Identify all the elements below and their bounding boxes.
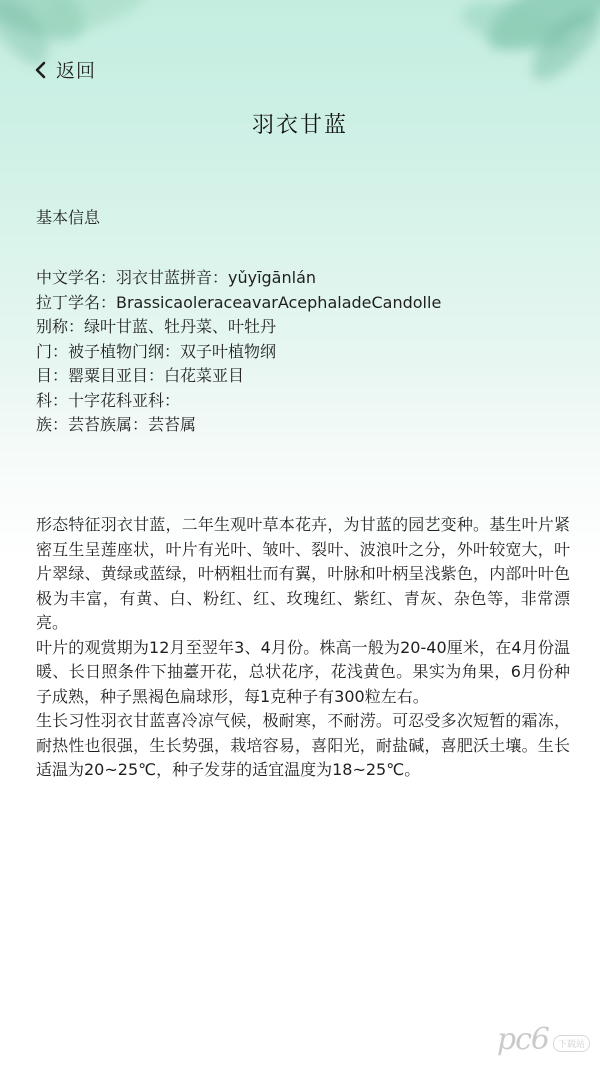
section-heading-basic-info: 基本信息	[36, 208, 101, 227]
info-line-latin-name: 拉丁学名：BrassicaoleraceavarAcephaladeCandolle	[36, 292, 442, 312]
watermark-logo	[497, 1022, 590, 1057]
info-line-phylum-class: 门：被子植物门纲：双子叶植物纲	[36, 341, 277, 361]
info-line-alias: 别称：绿叶甘蓝、牡丹菜、叶牡丹	[36, 317, 277, 336]
page-title: 羽衣甘蓝	[251, 113, 348, 138]
chevron-left-icon	[34, 61, 46, 79]
description-paragraph-habit: 生长习性羽衣甘蓝喜冷凉气候，极耐寒，不耐涝。可忍受多次短暂的霜冻，耐热性也很强，生长势强，栽培容易，喜阳光，耐盐碱，喜肥沃土壤。生长适温为20~25℃，种子发芽的适宜温度为18~25℃。	[36, 711, 570, 779]
watermark-text: pc6	[496, 1022, 549, 1057]
back-label: 返回	[56, 60, 97, 82]
info-line-family: 科：十字花科亚科：	[36, 390, 181, 410]
description-paragraph-morphology: 形态特征羽衣甘蓝，二年生观叶草本花卉，为甘蓝的园艺变种。基生叶片紧密互生呈莲座状，叶片有光叶、皱叶、裂叶、波浪叶之分，外叶较宽大，叶片翠绿、黄绿或蓝绿，叶柄粗壮而有翼，叶脉和叶柄呈浅紫色，内部叶叶色极为丰富，有黄、白、粉红、红、玫瑰红、紫红、青灰、杂色等，非常漂亮。	[36, 515, 570, 632]
back-button[interactable]	[34, 56, 96, 83]
watermark-badge: 下载站	[553, 1035, 590, 1052]
info-line-tribe-genus: 族：芸苔族属：芸苔属	[36, 415, 197, 434]
info-line-order: 目：罂粟目亚目：白花菜亚目	[36, 366, 245, 385]
description-paragraph-phenology: 叶片的观赏期为12月至翌年3、4月份。株高一般为20-40厘米，在4月份温暖、长日照条件下抽薹开花，总状花序，花浅黄色。果实为角果，6月份种子成熟，种子黑褐色扁球形，每1克种子有300粒左右。	[36, 637, 570, 706]
basic-info-list	[36, 266, 576, 438]
info-line-chinese-name: 中文学名：羽衣甘蓝拼音：yǔyīgānlán	[36, 268, 317, 287]
description	[36, 513, 570, 783]
